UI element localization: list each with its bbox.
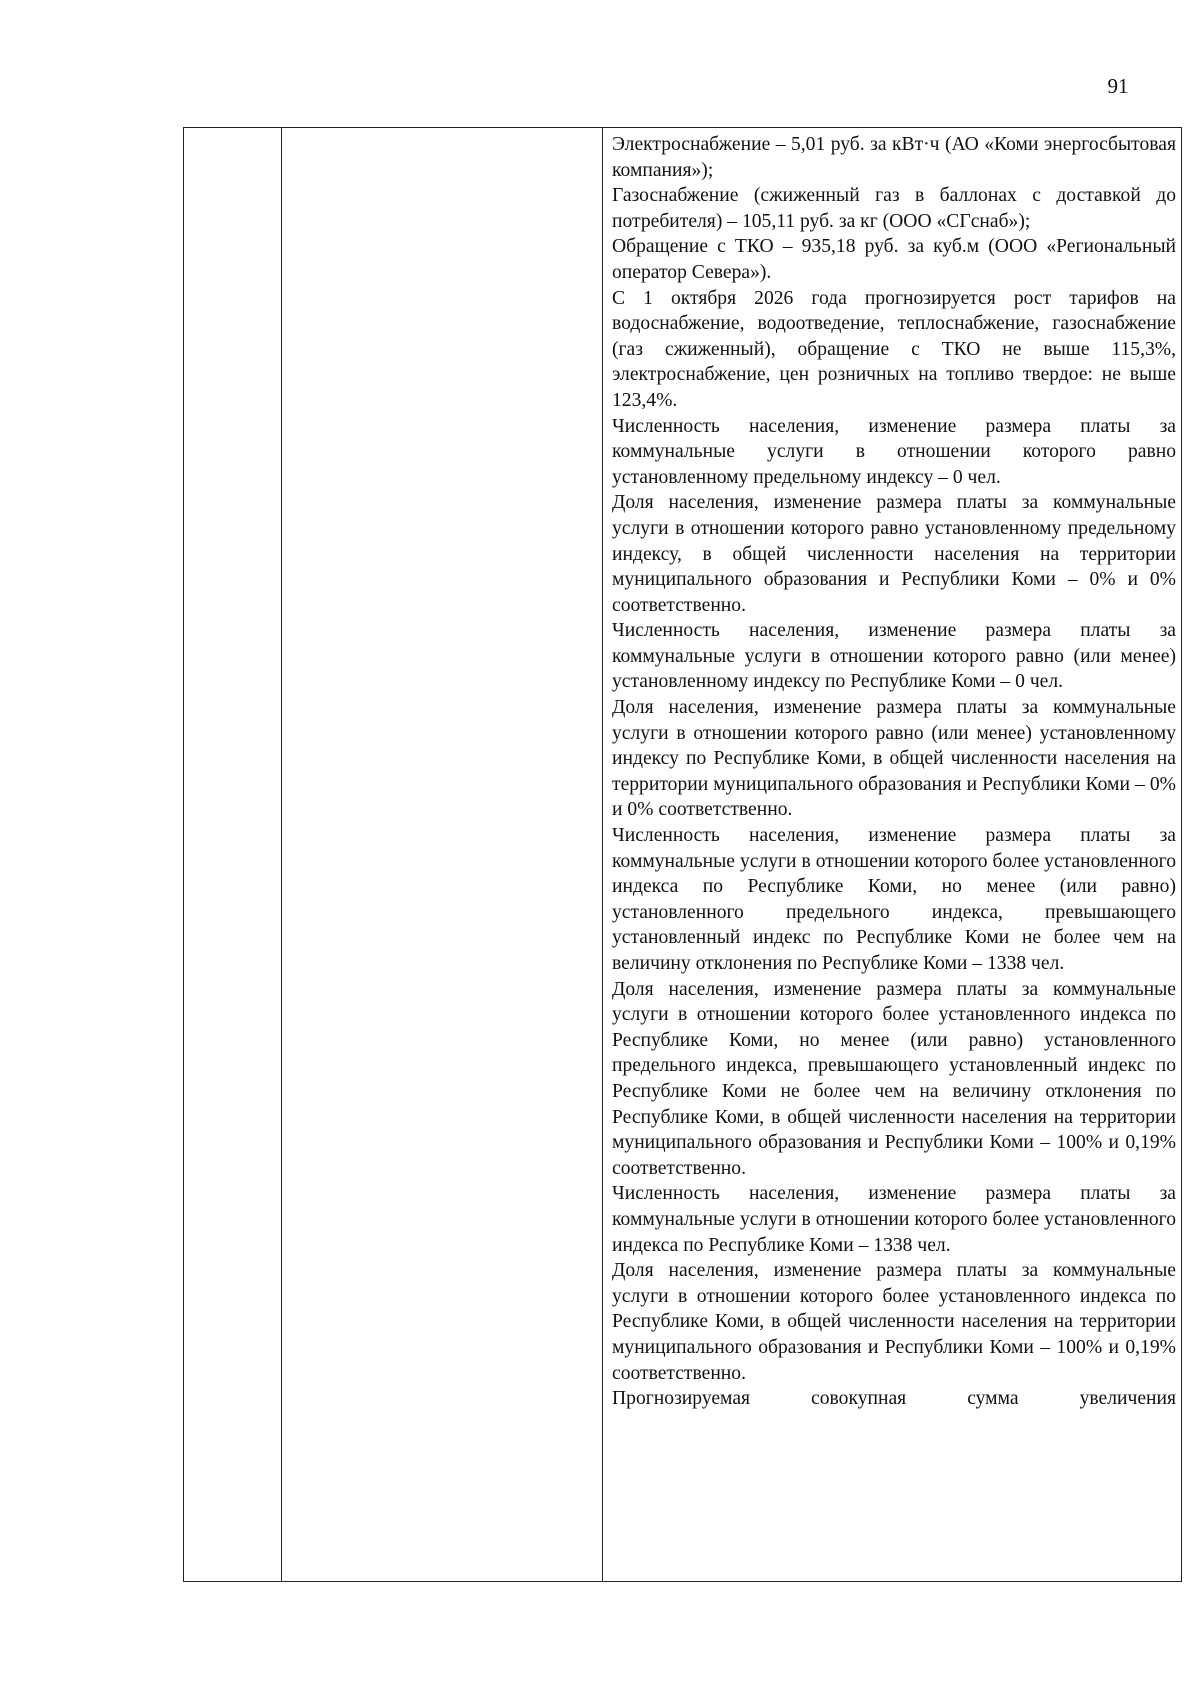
paragraph-gas: Газоснабжение (сжиженный газ в баллонах с доставкой до потребителя) – 105,11 руб. за кг (ООО «СГснаб»);	[612, 185, 1176, 232]
paragraph-population-above-komi: Численность населения, изменение размера платы за коммунальные услуги в отношении которого более установленного индекса по Республике Коми – 1338 чел.	[612, 1183, 1176, 1256]
table-cell-description	[603, 128, 1182, 1582]
paragraph-share-limit-index: Доля населения, изменение размера платы за коммунальные услуги в отношении которого равно установленному предельному индексу, в общей численности населения на территории муниципального образования и Республики Коми – 0% и 0% соответственно.	[612, 492, 1176, 616]
table-cell-indicator	[282, 128, 603, 1582]
paragraph-share-komi-index: Доля населения, изменение размера платы за коммунальные услуги в отношении которого равно (или менее) установленному индексу по Республике Коми, в общей численности населения на территории муниципального образования и Республики Коми – 0% и 0% соответственно.	[612, 697, 1176, 821]
paragraph-electricity: Электроснабжение – 5,01 руб. за кВт·ч (АО «Коми энергосбытовая компания»);	[612, 134, 1176, 181]
table-cell-number	[184, 128, 282, 1582]
table-row	[184, 128, 1182, 1582]
page-number: 91	[1107, 74, 1129, 98]
paragraph-population-above-komi-below-limit: Численность населения, изменение размера платы за коммунальные услуги в отношении которого более установленного индекса по Республике Коми, но менее (или равно) установленного предельного индекса, превышающего установленный индекс по Республике Коми не более чем на величину отклонения по Республике Коми – 1338 чел.	[612, 825, 1176, 974]
paragraph-share-above-komi-below-limit: Доля населения, изменение размера платы за коммунальные услуги в отношении которого более установленного индекса по Республике Коми, но менее (или равно) установленного предельного индекса, превышающего установленный индекс по Республике Коми не более чем на величину отклонения по Республике Коми, в общей численности населения на территории муниципального образования и Республики Коми – 100% и 0,19% соответственно.	[612, 978, 1176, 1179]
paragraph-share-above-komi: Доля населения, изменение размера платы за коммунальные услуги в отношении которого более установленного индекса по Республике Коми, в общей численности населения на территории муниципального образования и Республики Коми – 100% и 0,19% соответственно.	[612, 1260, 1176, 1384]
document-table	[183, 127, 1182, 1582]
paragraph-waste: Обращение с ТКО – 935,18 руб. за куб.м (ООО «Региональный оператор Севера»).	[612, 236, 1176, 283]
paragraph-forecast-total: Прогнозируемая совокупная сумма увеличения	[612, 1388, 1176, 1410]
paragraph-population-limit-index: Численность населения, изменение размера платы за коммунальные услуги в отношении которого равно установленному предельному индексу – 0 чел.	[612, 415, 1176, 488]
paragraph-population-komi-index: Численность населения, изменение размера платы за коммунальные услуги в отношении которого равно (или менее) установленному индексу по Республике Коми – 0 чел.	[612, 620, 1176, 693]
paragraph-tariff-forecast: С 1 октября 2026 года прогнозируется рост тарифов на водоснабжение, водоотведение, теплоснабжение, газоснабжение (газ сжиженный), обращение с ТКО не выше 115,3%, электроснабжение, цен розничных на топливо твердое: не выше 123,4%.	[612, 287, 1176, 411]
